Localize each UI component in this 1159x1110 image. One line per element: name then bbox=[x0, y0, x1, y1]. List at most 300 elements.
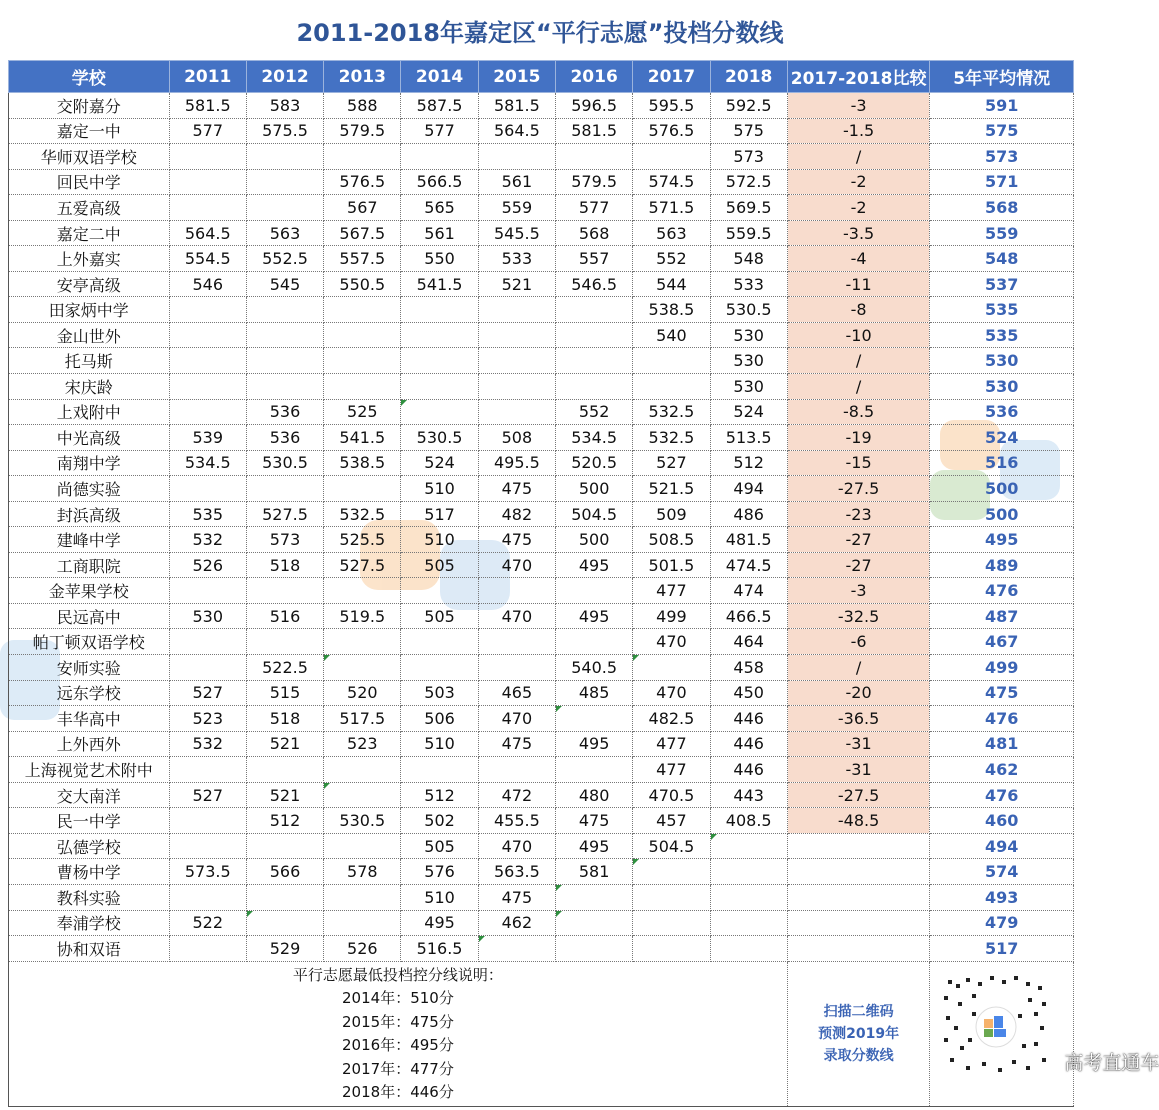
column-header: 2017-2018比较 bbox=[787, 61, 930, 93]
compare-cell: -48.5 bbox=[787, 808, 930, 834]
average-cell: 487 bbox=[930, 603, 1074, 629]
score-cell bbox=[710, 884, 787, 910]
score-cell bbox=[324, 884, 401, 910]
score-cell: 596.5 bbox=[556, 93, 633, 119]
score-cell bbox=[169, 884, 246, 910]
compare-cell bbox=[787, 884, 930, 910]
scan-line: 扫描二维码 bbox=[823, 1003, 894, 1020]
score-cell bbox=[324, 297, 401, 323]
score-cell: 470 bbox=[633, 680, 710, 706]
score-cell: 523 bbox=[324, 731, 401, 757]
score-cell: 538.5 bbox=[324, 450, 401, 476]
score-cell bbox=[324, 144, 401, 170]
score-cell: 450 bbox=[710, 680, 787, 706]
score-cell: 494 bbox=[710, 476, 787, 502]
average-cell: 535 bbox=[930, 322, 1074, 348]
notes-line: 2017年：477分 bbox=[342, 1059, 454, 1078]
score-cell bbox=[478, 348, 555, 374]
score-cell: 530.5 bbox=[324, 808, 401, 834]
table-row bbox=[9, 399, 1074, 425]
score-cell: 465 bbox=[478, 680, 555, 706]
score-cell: 564.5 bbox=[478, 118, 555, 144]
score-cell: 535 bbox=[169, 501, 246, 527]
score-cell: 548 bbox=[710, 246, 787, 272]
score-cell: 540 bbox=[633, 322, 710, 348]
compare-cell: -27 bbox=[787, 552, 930, 578]
school-name-cell: 嘉定二中 bbox=[9, 220, 170, 246]
score-cell: 481.5 bbox=[710, 527, 787, 553]
score-cell: 475 bbox=[478, 884, 555, 910]
school-name-cell: 民一中学 bbox=[9, 808, 170, 834]
score-cell: 567.5 bbox=[324, 220, 401, 246]
score-cell bbox=[401, 348, 478, 374]
score-cell: 521 bbox=[478, 271, 555, 297]
score-cell: 539 bbox=[169, 425, 246, 451]
score-cell: 587.5 bbox=[401, 93, 478, 119]
score-cell: 486 bbox=[710, 501, 787, 527]
score-cell: 576.5 bbox=[324, 169, 401, 195]
score-cell: 583 bbox=[246, 93, 323, 119]
score-cell bbox=[246, 297, 323, 323]
average-cell: 500 bbox=[930, 501, 1074, 527]
score-cell: 510 bbox=[401, 476, 478, 502]
score-cell: 518 bbox=[246, 552, 323, 578]
score-cell bbox=[401, 655, 478, 681]
score-cell: 512 bbox=[246, 808, 323, 834]
compare-cell: -3 bbox=[787, 93, 930, 119]
score-cell bbox=[246, 833, 323, 859]
school-name-cell: 金苹果学校 bbox=[9, 578, 170, 604]
score-cell: 571.5 bbox=[633, 195, 710, 221]
score-cell bbox=[169, 655, 246, 681]
average-cell: 460 bbox=[930, 808, 1074, 834]
compare-cell: -20 bbox=[787, 680, 930, 706]
table-row bbox=[9, 246, 1074, 272]
score-cell: 527 bbox=[633, 450, 710, 476]
score-cell: 446 bbox=[710, 757, 787, 783]
score-cell: 536 bbox=[246, 399, 323, 425]
score-cell bbox=[324, 322, 401, 348]
score-cell: 576.5 bbox=[633, 118, 710, 144]
score-cell: 526 bbox=[324, 936, 401, 962]
score-cell: 575.5 bbox=[246, 118, 323, 144]
score-cell: 557.5 bbox=[324, 246, 401, 272]
score-cell: 477 bbox=[633, 731, 710, 757]
page-title: 2011-2018年嘉定区“平行志愿”投档分数线 bbox=[296, 18, 784, 47]
score-cell bbox=[478, 374, 555, 400]
score-cell bbox=[556, 910, 633, 936]
score-cell: 499 bbox=[633, 603, 710, 629]
score-cell: 515 bbox=[246, 680, 323, 706]
school-name-cell: 安亭高级 bbox=[9, 271, 170, 297]
average-cell: 481 bbox=[930, 731, 1074, 757]
score-cell bbox=[246, 195, 323, 221]
school-name-cell: 回民中学 bbox=[9, 169, 170, 195]
score-cell: 516.5 bbox=[401, 936, 478, 962]
score-sheet bbox=[8, 0, 1159, 1104]
score-cell: 505 bbox=[401, 603, 478, 629]
score-cell bbox=[169, 808, 246, 834]
score-cell: 563.5 bbox=[478, 859, 555, 885]
score-cell: 581.5 bbox=[556, 118, 633, 144]
score-cell bbox=[556, 757, 633, 783]
score-cell bbox=[478, 655, 555, 681]
score-cell: 561 bbox=[478, 169, 555, 195]
score-cell: 521 bbox=[246, 782, 323, 808]
notes-line: 2016年：495分 bbox=[342, 1036, 454, 1055]
score-cell: 540.5 bbox=[556, 655, 633, 681]
score-cell: 475 bbox=[478, 527, 555, 553]
score-cell bbox=[246, 578, 323, 604]
school-name-cell: 上海视觉艺术附中 bbox=[9, 757, 170, 783]
table-row bbox=[9, 425, 1074, 451]
score-cell bbox=[556, 348, 633, 374]
table-row bbox=[9, 374, 1074, 400]
compare-cell: -6 bbox=[787, 629, 930, 655]
school-name-cell: 南翔中学 bbox=[9, 450, 170, 476]
score-cell: 581 bbox=[556, 859, 633, 885]
score-cell: 523 bbox=[169, 706, 246, 732]
school-name-cell: 华师双语学校 bbox=[9, 144, 170, 170]
score-cell bbox=[169, 322, 246, 348]
score-cell: 552 bbox=[633, 246, 710, 272]
score-cell: 475 bbox=[478, 731, 555, 757]
compare-cell: -31 bbox=[787, 731, 930, 757]
score-cell: 501.5 bbox=[633, 552, 710, 578]
score-cell bbox=[246, 169, 323, 195]
score-cell: 557 bbox=[556, 246, 633, 272]
compare-cell: -4 bbox=[787, 246, 930, 272]
score-cell: 524 bbox=[401, 450, 478, 476]
compare-cell: -27.5 bbox=[787, 782, 930, 808]
compare-cell: -3.5 bbox=[787, 220, 930, 246]
score-cell: 530.5 bbox=[246, 450, 323, 476]
school-name-cell: 金山世外 bbox=[9, 322, 170, 348]
table-row bbox=[9, 144, 1074, 170]
score-cell bbox=[633, 144, 710, 170]
score-cell bbox=[633, 884, 710, 910]
score-cell: 525 bbox=[324, 399, 401, 425]
score-cell: 503 bbox=[401, 680, 478, 706]
score-cell bbox=[710, 936, 787, 962]
score-cell bbox=[710, 833, 787, 859]
table-row bbox=[9, 527, 1074, 553]
compare-cell: / bbox=[787, 348, 930, 374]
school-name-cell: 嘉定一中 bbox=[9, 118, 170, 144]
score-cell bbox=[556, 884, 633, 910]
score-cell: 505 bbox=[401, 833, 478, 859]
score-cell: 464 bbox=[710, 629, 787, 655]
score-cell: 470 bbox=[633, 629, 710, 655]
score-cell: 475 bbox=[478, 476, 555, 502]
school-name-cell: 协和双语 bbox=[9, 936, 170, 962]
school-name-cell: 托马斯 bbox=[9, 348, 170, 374]
school-name-cell: 奉浦学校 bbox=[9, 910, 170, 936]
score-cell bbox=[169, 144, 246, 170]
average-cell: 467 bbox=[930, 629, 1074, 655]
score-cell: 527.5 bbox=[324, 552, 401, 578]
score-cell: 534.5 bbox=[556, 425, 633, 451]
school-name-cell: 建峰中学 bbox=[9, 527, 170, 553]
score-cell: 466.5 bbox=[710, 603, 787, 629]
compare-cell: -32.5 bbox=[787, 603, 930, 629]
compare-cell: -3 bbox=[787, 578, 930, 604]
score-cell bbox=[478, 399, 555, 425]
score-cell: 530.5 bbox=[710, 297, 787, 323]
footer-row bbox=[9, 961, 1074, 1106]
compare-cell: -2 bbox=[787, 169, 930, 195]
column-header: 2017 bbox=[633, 61, 710, 93]
score-cell: 458 bbox=[710, 655, 787, 681]
score-cell: 522.5 bbox=[246, 655, 323, 681]
score-cell: 579.5 bbox=[324, 118, 401, 144]
compare-cell: -27.5 bbox=[787, 476, 930, 502]
column-header: 学校 bbox=[9, 61, 170, 93]
score-cell: 524 bbox=[710, 399, 787, 425]
score-table bbox=[8, 60, 1159, 1107]
table-row bbox=[9, 501, 1074, 527]
score-cell: 533 bbox=[710, 271, 787, 297]
average-cell: 500 bbox=[930, 476, 1074, 502]
score-cell: 588 bbox=[324, 93, 401, 119]
score-cell bbox=[401, 629, 478, 655]
score-cell bbox=[478, 629, 555, 655]
school-name-cell: 上外西外 bbox=[9, 731, 170, 757]
average-cell: 537 bbox=[930, 271, 1074, 297]
score-cell bbox=[556, 578, 633, 604]
score-cell: 550.5 bbox=[324, 271, 401, 297]
score-cell: 510 bbox=[401, 527, 478, 553]
compare-cell bbox=[787, 859, 930, 885]
score-cell bbox=[169, 169, 246, 195]
score-cell bbox=[324, 910, 401, 936]
average-cell: 536 bbox=[930, 399, 1074, 425]
school-name-cell: 上戏附中 bbox=[9, 399, 170, 425]
score-cell: 470 bbox=[478, 706, 555, 732]
score-cell: 443 bbox=[710, 782, 787, 808]
table-row bbox=[9, 220, 1074, 246]
score-cell: 512 bbox=[710, 450, 787, 476]
score-cell: 446 bbox=[710, 731, 787, 757]
notes-line: 2015年：475分 bbox=[342, 1012, 454, 1031]
score-cell bbox=[478, 322, 555, 348]
score-cell: 475 bbox=[556, 808, 633, 834]
score-cell bbox=[401, 399, 478, 425]
score-cell: 520.5 bbox=[556, 450, 633, 476]
score-cell: 446 bbox=[710, 706, 787, 732]
score-cell bbox=[556, 629, 633, 655]
table-row bbox=[9, 859, 1074, 885]
school-name-cell: 上外嘉实 bbox=[9, 246, 170, 272]
column-header: 2018 bbox=[710, 61, 787, 93]
score-cell bbox=[246, 476, 323, 502]
score-cell: 482.5 bbox=[633, 706, 710, 732]
school-name-cell: 工商职院 bbox=[9, 552, 170, 578]
table-row bbox=[9, 706, 1074, 732]
average-cell: 573 bbox=[930, 144, 1074, 170]
table-row bbox=[9, 322, 1074, 348]
table-row bbox=[9, 936, 1074, 962]
compare-cell bbox=[787, 936, 930, 962]
compare-cell: -1.5 bbox=[787, 118, 930, 144]
score-cell bbox=[169, 297, 246, 323]
score-cell bbox=[324, 655, 401, 681]
score-cell bbox=[401, 144, 478, 170]
score-cell: 495.5 bbox=[478, 450, 555, 476]
compare-cell: / bbox=[787, 374, 930, 400]
school-name-cell: 帕丁顿双语学校 bbox=[9, 629, 170, 655]
compare-cell: -8 bbox=[787, 297, 930, 323]
score-cell bbox=[478, 757, 555, 783]
score-cell: 534.5 bbox=[169, 450, 246, 476]
score-cell bbox=[169, 476, 246, 502]
score-cell bbox=[633, 655, 710, 681]
score-cell: 520 bbox=[324, 680, 401, 706]
score-cell: 505 bbox=[401, 552, 478, 578]
qr-code-cell bbox=[930, 961, 1159, 1106]
score-cell bbox=[401, 757, 478, 783]
average-cell: 571 bbox=[930, 169, 1074, 195]
score-cell: 541.5 bbox=[324, 425, 401, 451]
school-name-cell: 交附嘉分 bbox=[9, 93, 170, 119]
score-cell: 577 bbox=[401, 118, 478, 144]
score-cell bbox=[556, 322, 633, 348]
table-row bbox=[9, 450, 1074, 476]
score-cell bbox=[169, 348, 246, 374]
score-cell bbox=[324, 757, 401, 783]
scan-line: 预测2019年 bbox=[818, 1025, 900, 1042]
score-cell bbox=[246, 374, 323, 400]
table-row bbox=[9, 910, 1074, 936]
compare-cell: -19 bbox=[787, 425, 930, 451]
score-cell bbox=[633, 936, 710, 962]
table-row bbox=[9, 782, 1074, 808]
score-cell: 581.5 bbox=[478, 93, 555, 119]
notes-line: 2014年：510分 bbox=[342, 989, 454, 1008]
score-cell: 455.5 bbox=[478, 808, 555, 834]
score-cell: 595.5 bbox=[633, 93, 710, 119]
column-header: 2012 bbox=[246, 61, 323, 93]
score-cell: 504.5 bbox=[633, 833, 710, 859]
average-cell: 535 bbox=[930, 297, 1074, 323]
table-row bbox=[9, 118, 1074, 144]
score-cell: 559 bbox=[478, 195, 555, 221]
score-cell: 495 bbox=[556, 552, 633, 578]
average-cell: 479 bbox=[930, 910, 1074, 936]
score-cell: 529 bbox=[246, 936, 323, 962]
table-row bbox=[9, 603, 1074, 629]
score-cell: 573 bbox=[710, 144, 787, 170]
average-cell: 516 bbox=[930, 450, 1074, 476]
score-cell: 536 bbox=[246, 425, 323, 451]
score-cell bbox=[324, 629, 401, 655]
average-cell: 574 bbox=[930, 859, 1074, 885]
school-name-cell: 安师实验 bbox=[9, 655, 170, 681]
score-cell: 521 bbox=[246, 731, 323, 757]
column-header: 2015 bbox=[478, 61, 555, 93]
score-cell: 472 bbox=[478, 782, 555, 808]
score-cell: 495 bbox=[556, 731, 633, 757]
compare-cell: -36.5 bbox=[787, 706, 930, 732]
table-row bbox=[9, 808, 1074, 834]
average-cell: 530 bbox=[930, 374, 1074, 400]
score-cell: 527 bbox=[169, 680, 246, 706]
score-cell: 545.5 bbox=[478, 220, 555, 246]
table-row bbox=[9, 578, 1074, 604]
score-cell bbox=[556, 144, 633, 170]
score-cell: 470 bbox=[478, 552, 555, 578]
score-cell: 510 bbox=[401, 884, 478, 910]
scan-line: 录取分数线 bbox=[823, 1047, 894, 1064]
average-cell: 495 bbox=[930, 527, 1074, 553]
table-row bbox=[9, 552, 1074, 578]
score-cell: 517.5 bbox=[324, 706, 401, 732]
school-name-cell: 交大南洋 bbox=[9, 782, 170, 808]
score-cell bbox=[401, 578, 478, 604]
compare-cell: -31 bbox=[787, 757, 930, 783]
score-cell bbox=[401, 374, 478, 400]
score-cell bbox=[633, 859, 710, 885]
notes-title: 平行志愿最低投档控分线说明： bbox=[292, 965, 503, 984]
score-cell bbox=[246, 884, 323, 910]
score-cell bbox=[246, 348, 323, 374]
score-cell: 566 bbox=[246, 859, 323, 885]
table-row bbox=[9, 271, 1074, 297]
score-cell bbox=[710, 859, 787, 885]
score-cell: 477 bbox=[633, 757, 710, 783]
compare-cell: -11 bbox=[787, 271, 930, 297]
score-cell: 408.5 bbox=[710, 808, 787, 834]
score-cell: 500 bbox=[556, 476, 633, 502]
score-cell bbox=[556, 297, 633, 323]
score-cell: 581.5 bbox=[169, 93, 246, 119]
score-cell bbox=[324, 833, 401, 859]
score-cell: 509 bbox=[633, 501, 710, 527]
score-cell bbox=[556, 706, 633, 732]
score-cell: 482 bbox=[478, 501, 555, 527]
table-row bbox=[9, 884, 1074, 910]
score-cell bbox=[169, 757, 246, 783]
score-cell bbox=[633, 374, 710, 400]
compare-cell: / bbox=[787, 655, 930, 681]
watermark-caption: 高考直通车 bbox=[1064, 1051, 1159, 1074]
score-cell: 480 bbox=[556, 782, 633, 808]
score-cell: 578 bbox=[324, 859, 401, 885]
score-cell: 495 bbox=[556, 833, 633, 859]
score-cell: 568 bbox=[556, 220, 633, 246]
compare-cell bbox=[787, 833, 930, 859]
score-cell: 563 bbox=[633, 220, 710, 246]
school-name-cell: 封浜高级 bbox=[9, 501, 170, 527]
score-cell: 457 bbox=[633, 808, 710, 834]
score-cell: 485 bbox=[556, 680, 633, 706]
score-cell bbox=[169, 578, 246, 604]
score-cell: 579.5 bbox=[556, 169, 633, 195]
score-cell: 470 bbox=[478, 833, 555, 859]
score-cell: 573 bbox=[246, 527, 323, 553]
average-cell: 499 bbox=[930, 655, 1074, 681]
score-cell: 552 bbox=[556, 399, 633, 425]
score-cell: 525.5 bbox=[324, 527, 401, 553]
table-row bbox=[9, 655, 1074, 681]
score-cell: 532 bbox=[169, 527, 246, 553]
school-name-cell: 五爱高级 bbox=[9, 195, 170, 221]
average-cell: 524 bbox=[930, 425, 1074, 451]
score-cell: 532.5 bbox=[324, 501, 401, 527]
score-cell: 546 bbox=[169, 271, 246, 297]
score-cell: 470.5 bbox=[633, 782, 710, 808]
score-cell: 518 bbox=[246, 706, 323, 732]
